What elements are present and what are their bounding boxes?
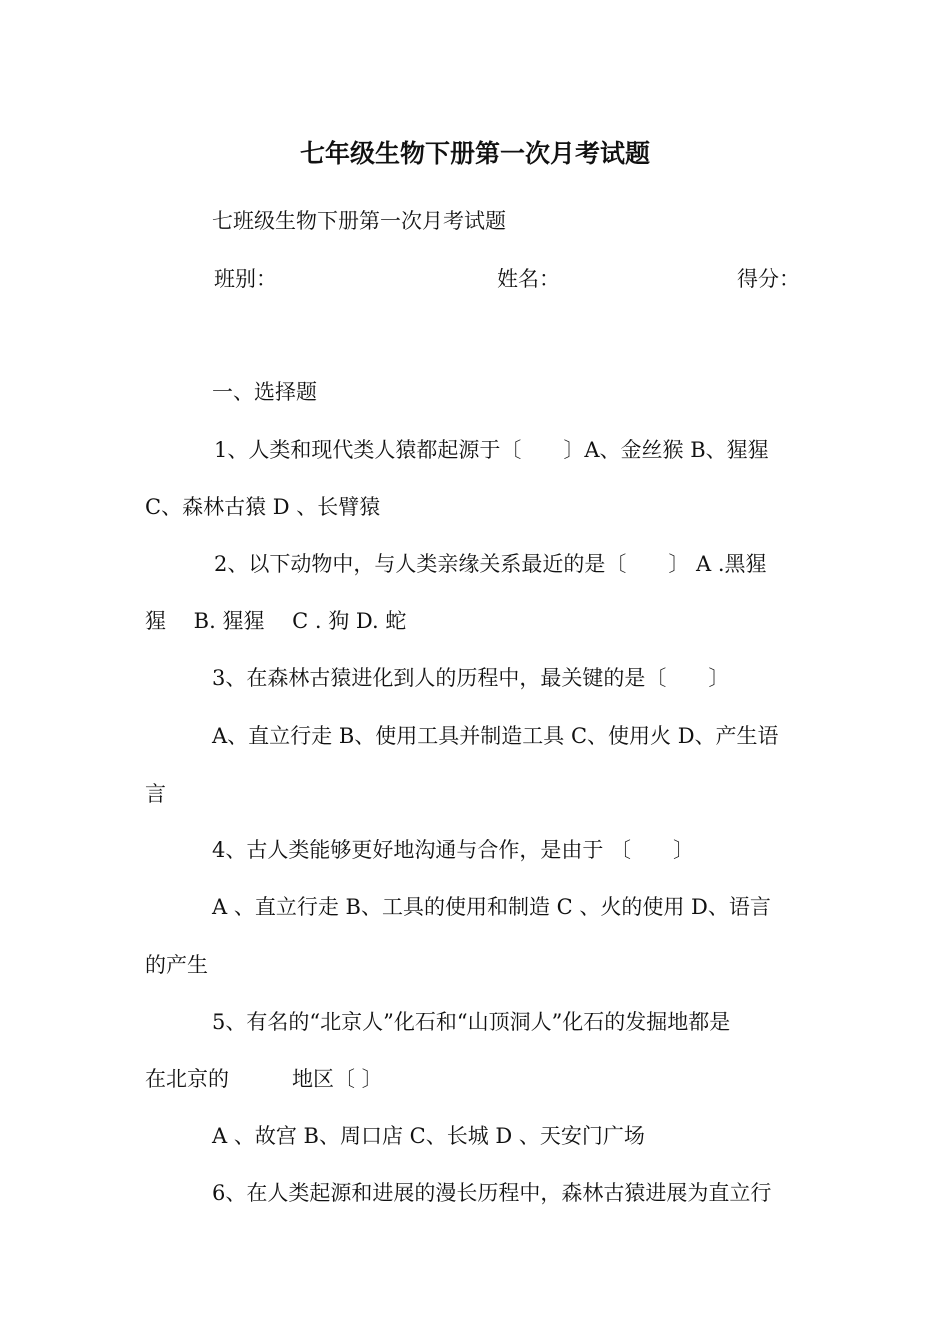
- name-field-label: 姓名：: [497, 267, 560, 291]
- question-6-line-1: 6、在人类起源和进展的漫长历程中，森林古猿进展为直立行: [212, 1181, 772, 1205]
- subtitle: 七班级生物下册第一次月考试题: [212, 209, 506, 233]
- score-field-label: 得分：: [737, 267, 800, 291]
- question-2-line-2: 猩 B. 猩猩 C . 狗 D. 蛇: [145, 609, 407, 633]
- question-3-line-2: A、直立行走 B、使用工具并制造工具 C、使用火 D、产生语: [212, 724, 779, 748]
- question-4-line-2: A 、直立行走 B、工具的使用和制造 C 、火的使用 D、语言: [212, 895, 771, 919]
- question-3-line-3: 言: [145, 782, 166, 806]
- question-1-line-1: 1、人类和现代类人猿都起源于〔 〕A、金丝猴 B、猩猩: [214, 438, 769, 462]
- question-4-line-3: 的产生: [145, 953, 208, 977]
- class-field-label: 班别：: [214, 267, 277, 291]
- question-4-line-1: 4、古人类能够更好地沟通与合作，是由于 〔 〕: [212, 838, 695, 862]
- page-title: 七年级生物下册第一次月考试题: [299, 139, 650, 168]
- question-1-line-2: C、森林古猿 D 、长臂猿: [145, 495, 381, 519]
- question-5-line-2: 在北京的 地区〔 〕: [145, 1067, 383, 1091]
- question-3-line-1: 3、在森林古猿进化到人的历程中，最关键的是〔 〕: [212, 666, 730, 690]
- question-5-line-1: 5、有名的“北京人”化石和“山顶洞人”化石的发掘地都是: [212, 1010, 731, 1034]
- question-2-line-1: 2、以下动物中，与人类亲缘关系最近的是〔 〕 A .黑猩: [214, 552, 767, 576]
- section-heading: 一、选择题: [212, 380, 317, 404]
- question-5-line-3: A 、故宫 B、周口店 C、长城 D 、天安门广场: [212, 1124, 645, 1148]
